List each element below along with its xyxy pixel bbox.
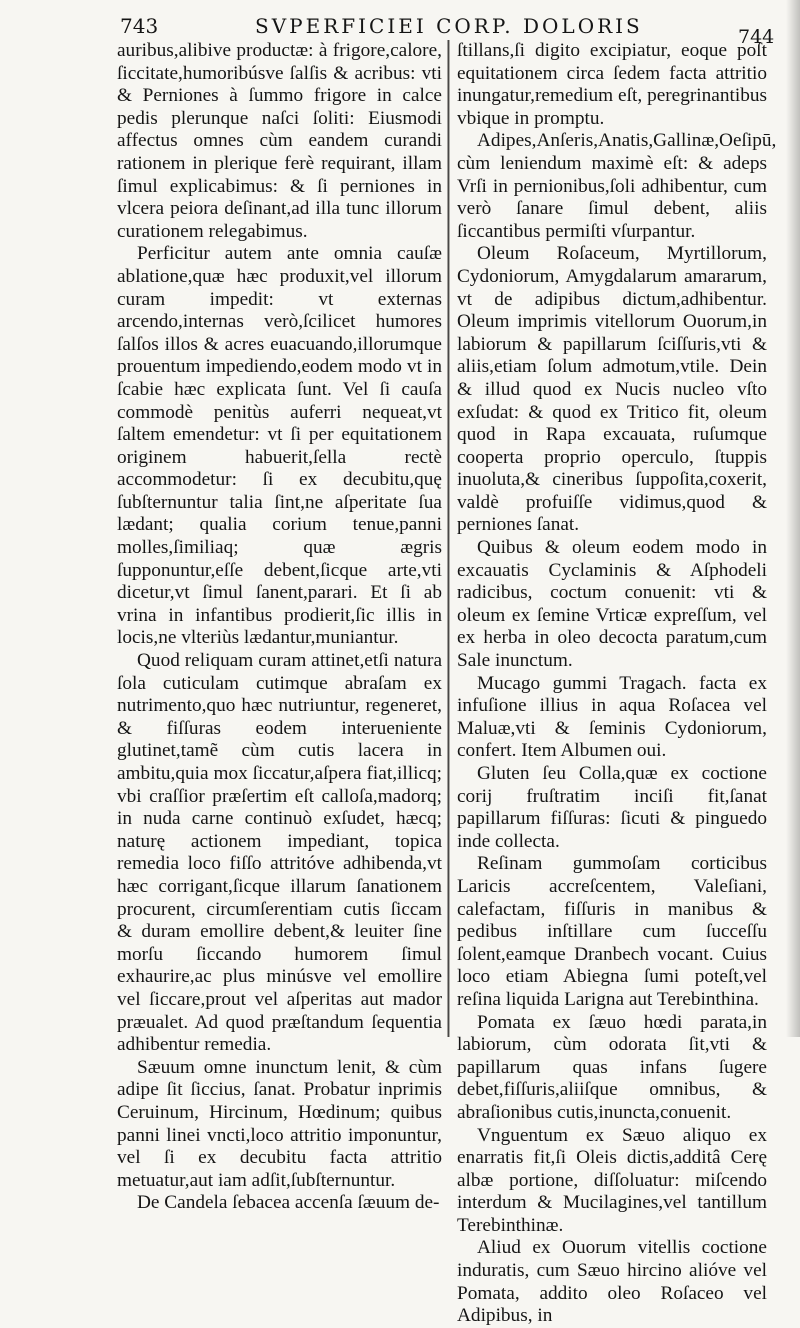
paragraph: Perficitur autem ante omnia cauſæ ablatione,quæ hæc produxit,vel illorum curam impedit: vt externas arcendo,internas verò,ſcilicet humores ſalſos illos & acres euacuando,illorumque prouentum impediendo,eodem modo vt in ſcabie hæc explicata ſunt. Vel ſi cauſa commodè penitùs auferri nequeat,vt ſaltem emendetur: vt ſi per equitationem originem habuerit,ſella rectè accommodetur: ſi ex decubitu,quę ſubſternuntur talia ſint,ne aſperitate ſua lædant; qualia corium tenue,panni molles,ſimiliaq; quæ ægris ſupponuntur,eſſe debent,ſicque arte,vti dicetur,vt ſimul ſanent,parari. Et ſi ab vrina in infantibus prodierit,ſic illis in locis,ne vlteriùs lædantur,muniantur. [117,243,442,649]
paragraph: Oleum Roſaceum, Myrtillorum, Cydoniorum, Amygdalarum amararum, vt de adipibus dictum,adhibentur. Oleum imprimis vitellorum Ouorum,in labiorum & papillarum ſciſſuris,vti & aliis,etiam ſolum admotum,vtile. Dein & illud quod ex Nucis nucleo vſto exſudat: & quod ex Tritico fit, oleum quod in Rapa excauata, ruſumque cooperta proprio operculo, ſtuppis inuoluta,& cineribus ſuppoſita,coxerit, valdè profuiſſe vidimus,quod & perniones ſanat. [457,243,767,536]
right-text-column [457,40,777,1328]
paragraph: ſtillans,ſi digito excipiatur, eoque poſt equitationem circa ſedem facta attritio inungatur,remedium eſt, peregrinantibus vbique in promptu. [457,40,767,129]
paragraph: Sæuum omne inunctum lenit, & cùm adipe ſit ſiccius, ſanat. Probatur inprimis Ceruinum, Hircinum, Hœdinum; quibus panni linei vncti,loco attritio imponuntur, vel ſi ex decubitu facta attritio metuatur,aut iam adſit,ſubſternuntur. [117,1056,442,1191]
paragraph: Quibus & oleum eodem modo in excauatis Cyclaminis & Aſphodeli radicibus, coctum conuenit: vti & oleum ex ſemine Vrticæ expreſſum, vel ex herba in oleo decocta paratum,cum Sale inunctum. [457,537,767,672]
paragraph: Quod reliquam curam attinet,etſi natura ſola cuticulam cutimque abraſam ex nutrimento,quo hæc nutriuntur, regeneret, & fiſſuras eodem interueniente glutinet,tamẽ cùm cutis lacera in ambitu,quia mox ſiccatur,aſpera fiat,illicq; vbi craſſior præſertim eſt calloſa,madorq; in nuda carne continuò exſudet, hæcq; naturę actionem impediant, topica remedia loco fiſſo attritóve adhibenda,vt hæc corrigant,ſicque illarum ſanationem procurent, circumſerentiam cutis ſiccam & duram emollire debent,& leuiter ſine morſu ſiccando humorem ſimul exhaurire,ac plus minúsve vel emollire vel ſiccare,prout vel aſperitas aut mador præualet. Ad quod præſtandum ſequentia adhibentur remedia. [117,650,442,1056]
paragraph: auribus,alibive productæ: à frigore,calore, ſiccitate,humoribúsve ſalſis & acribus: vti & Perniones à ſummo frigore in calce pedis plerunque naſci ſoliti: Eiusmodi affectus omnes cùm eandem curandi rationem in plerique ferè requirant, illam ſimul explicabimus: & ſi perniones in vlcera peiora deſinant,ad illa tunc illorum curationem relegabimus. [117,40,442,242]
page-number-left: 743 [120,14,159,38]
page-number-right: 744 [738,26,775,48]
running-title: SVPERFICIEI CORP. DOLORIS [255,14,643,38]
paragraph: De Candela ſebacea accenſa ſæuum de- [137,1192,440,1214]
left-text-column [117,40,442,1215]
paragraph: Gluten ſeu Colla,quæ ex coctione corij fruſtratim inciſi fit,ſanat papillarum fiſſuras: ſicuti & pinguedo inde collecta. [457,763,767,852]
page-edge-shadow [786,0,800,1037]
paragraph: Mucago gummi Tragach. facta ex infuſione illius in aqua Roſacea vel Maluæ,vti & ſeminis Cydoniorum, confert. Item Albumen oui. [457,672,767,762]
column-gutter-divider [447,40,450,1037]
paragraph: Pomata ex ſæuo hœdi parata,in labiorum, cùm odorata ſit,vti & papillarum quas infans ſugere debet,fiſſuris,aliiſque omnibus, & abraſionibus cutis,inuncta,conuenit. [457,1011,767,1123]
paragraph: Aliud ex Ouorum vitellis coctione induratis, cum Sæuo hircino alióve vel Pomata, addito oleo Roſaceo vel Adipibus, in [457,1237,767,1327]
paragraph: Adipes,Anſeris,Anatis,Gallinæ,Oeſipū, cùm leniendum maximè eſt: & adeps Vrſi in pernionibus,ſoli adhibentur, cum verò ſanare ſimul debent, aliis ſiccantibus permiſti vſurpantur. [457,130,777,242]
running-header [0,6,800,48]
paragraph: Reſinam gummoſam corticibus Laricis accreſcentem, Valeſiani, calefactam, fiſſuris in manibus & pedibus inſtillare cum ſucceſſu ſolent,eamque Dranbech vocant. Cuius loco etiam Abiegna ſumi poteſt,vel reſina liquida Larigna aut Terebinthina. [457,853,767,1010]
paragraph: Vnguentum ex Sæuo aliquo ex enarratis fit,ſi Oleis dictis,additâ Cerę albæ portione, diſſoluatur: miſcendo interdum & Mucilagines,vel tantillum Terebinthinæ. [457,1124,767,1236]
